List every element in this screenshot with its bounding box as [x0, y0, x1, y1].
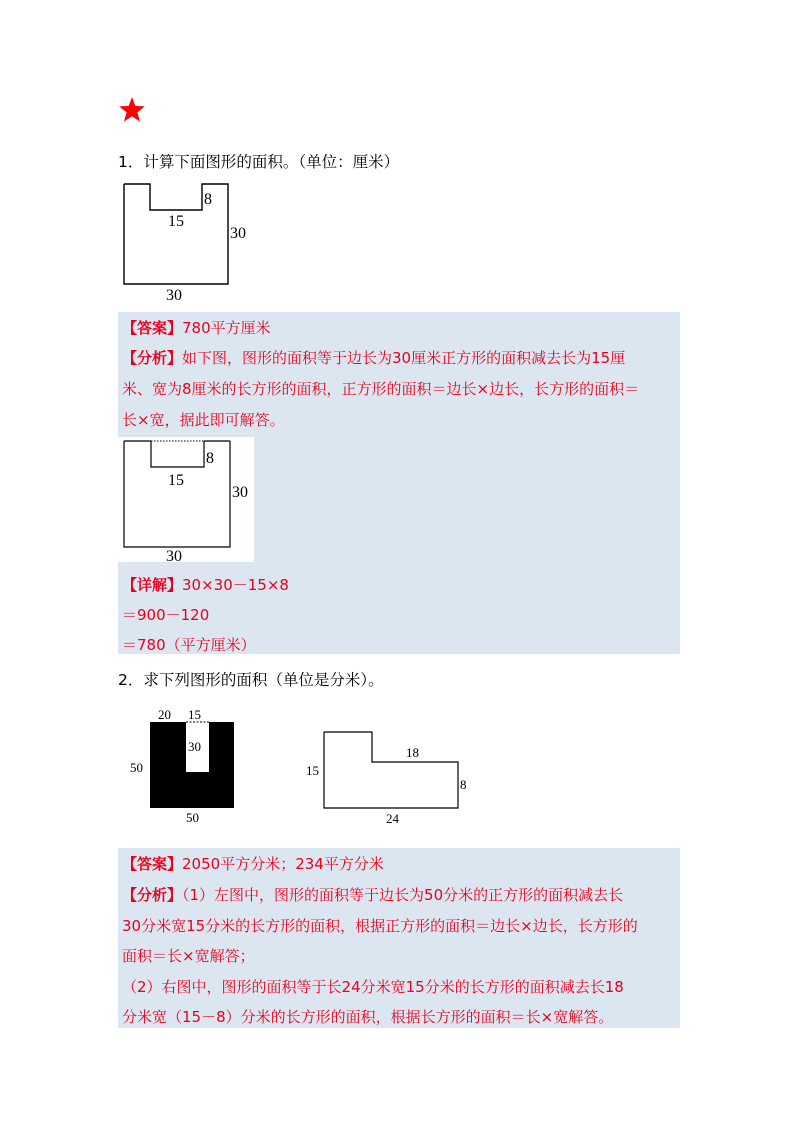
question-2-title: 2．求下列图形的面积（单位是分米）。 [118, 671, 384, 689]
q2-analysis-line-2: 30分米宽15分米的长方形的面积，根据正方形的面积＝边长×边长，长方形的 [122, 917, 638, 935]
question-1-figure [118, 178, 258, 303]
question-1-title: 1．计算下面图形的面积。（单位：厘米） [118, 153, 400, 171]
q1-analysis-fig-label-30-bottom: 30 [166, 548, 182, 562]
q1-detail-line-3: ＝780（平方厘米） [122, 636, 256, 654]
star-icon [118, 96, 146, 124]
q2-analysis-line-4: （2）右图中，图形的面积等于长24分米宽15分米的长方形的面积减去长18 [122, 978, 624, 996]
q2-right-label-24: 24 [386, 811, 399, 826]
q1-analysis-line-3: 长×宽，据此即可解答。 [122, 411, 285, 429]
q1-detail-line-2: ＝900－120 [122, 606, 210, 624]
q1-analysis-line-2: 米、宽为8厘米的长方形的面积，正方形的面积＝边长×边长，长方形的面积＝ [122, 380, 640, 398]
q2-left-label-50-bottom: 50 [186, 810, 199, 825]
q1-analysis-fig-label-30-side: 30 [232, 484, 248, 501]
q2-right-label-15: 15 [306, 763, 319, 778]
q2-analysis-line-5: 分米宽（15－8）分米的长方形的面积，根据长方形的面积＝长×宽解答。 [122, 1008, 614, 1026]
q1-fig-label-15: 15 [168, 213, 184, 230]
q1-analysis-fig-label-15: 15 [168, 472, 184, 489]
q1-detail-line-1: 【详解】30×30－15×8 [122, 576, 289, 594]
q2-left-label-50-side: 50 [130, 760, 143, 775]
q1-fig-label-30-side: 30 [230, 225, 246, 242]
question-2-right-figure [300, 722, 480, 828]
q1-answer-line: 【答案】780平方厘米 [122, 319, 271, 337]
q2-answer-line: 【答案】2050平方分米；234平方分米 [122, 855, 384, 873]
q1-analysis-fig-label-8: 8 [206, 450, 214, 467]
q1-analysis-figure [118, 437, 254, 562]
question-1-answer-box [118, 312, 680, 654]
q1-analysis-line-1: 【分析】如下图，图形的面积等于边长为30厘米正方形的面积减去长为15厘 [122, 349, 626, 367]
q2-right-label-8: 8 [460, 777, 467, 792]
question-2-answer-box [118, 848, 680, 1028]
q1-fig-label-8: 8 [204, 191, 212, 208]
q2-left-label-30: 30 [188, 739, 201, 754]
q2-left-label-15: 15 [188, 707, 201, 722]
q2-analysis-line-1: 【分析】（1）左图中，图形的面积等于边长为50分米的正方形的面积减去长 [122, 886, 624, 904]
q2-analysis-line-3: 面积＝长×宽解答； [122, 947, 255, 965]
q2-right-label-18: 18 [406, 745, 419, 760]
question-2-left-figure [128, 704, 248, 826]
q2-left-label-20: 20 [158, 707, 171, 722]
q1-fig-label-30-bottom: 30 [166, 287, 182, 303]
